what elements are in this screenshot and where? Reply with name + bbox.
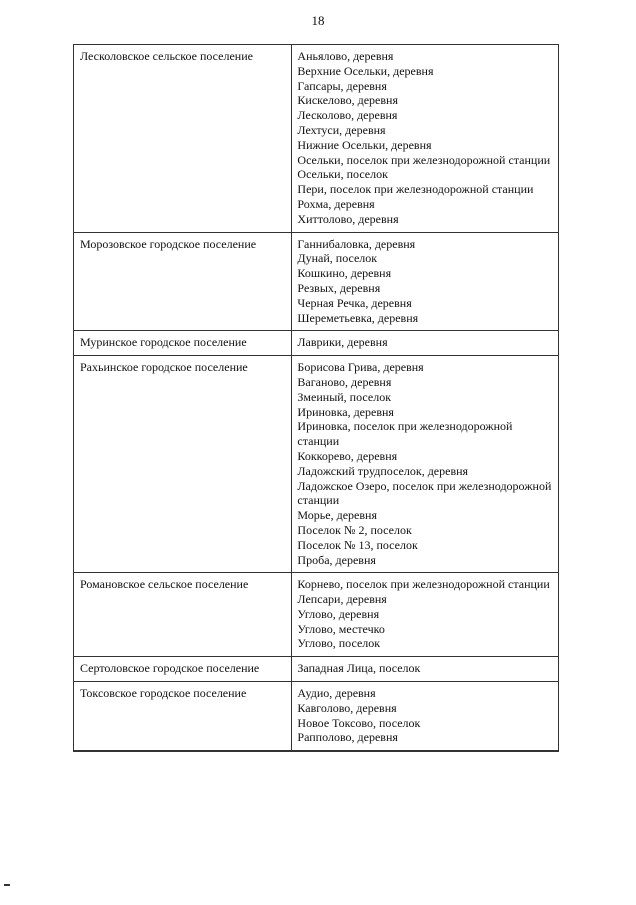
locality-item: Кавголово, деревня bbox=[297, 700, 397, 715]
settlement-name: Муринское городское поселение bbox=[74, 331, 292, 356]
locality-item: Борисова Грива, деревня bbox=[297, 360, 424, 375]
locality-item: Углово, местечко bbox=[297, 621, 385, 636]
locality-item: Лесколово, деревня bbox=[297, 108, 398, 123]
table-row bbox=[74, 331, 559, 356]
settlement-name: Рахьинское городское поселение bbox=[74, 356, 292, 573]
table-row bbox=[74, 356, 559, 573]
localities-cell bbox=[292, 45, 559, 233]
table-row bbox=[74, 45, 559, 233]
locality-item: Нижние Осельки, деревня bbox=[297, 137, 432, 152]
locality-item: Рохма, деревня bbox=[297, 196, 375, 211]
locality-item: Гапсары, деревня bbox=[297, 78, 387, 93]
locality-item: Поселок № 13, поселок bbox=[297, 537, 418, 552]
locality-item: Ладожский трудпоселок, деревня bbox=[297, 463, 469, 478]
locality-item: Морье, деревня bbox=[297, 508, 377, 523]
locality-item: Ганнибаловка, деревня bbox=[297, 236, 416, 251]
locality-item: Хиттолово, деревня bbox=[297, 211, 399, 226]
settlement-name: Лесколовское сельское поселение bbox=[74, 45, 292, 233]
localities-cell bbox=[292, 331, 559, 356]
settlement-name: Токсовское городское поселение bbox=[74, 682, 292, 752]
locality-item: Аньялово, деревня bbox=[297, 49, 394, 63]
locality-item: Верхние Осельки, деревня bbox=[297, 63, 434, 78]
settlement-name: Романовское сельское поселение bbox=[74, 573, 292, 657]
locality-item: Осельки, поселок bbox=[297, 167, 388, 182]
locality-item: Змеиный, поселок bbox=[297, 389, 392, 404]
page-number: 18 bbox=[311, 13, 325, 28]
localities-cell bbox=[292, 657, 559, 682]
localities-cell bbox=[292, 573, 559, 657]
table-row bbox=[74, 232, 559, 331]
locality-item: Новое Токсово, поселок bbox=[297, 715, 421, 730]
locality-item: Ладожское Озеро, поселок при железнодорожной станции bbox=[297, 478, 552, 508]
locality-item: Рапполово, деревня bbox=[297, 730, 398, 745]
locality-item: Ваганово, деревня bbox=[297, 374, 392, 389]
locality-item: Дунай, поселок bbox=[297, 251, 378, 266]
margin-mark bbox=[4, 884, 10, 886]
table-row bbox=[74, 682, 559, 752]
settlements-table bbox=[73, 44, 559, 752]
settlement-name: Сертоловское городское поселение bbox=[74, 657, 292, 682]
locality-item: Проба, деревня bbox=[297, 552, 376, 567]
table-row bbox=[74, 573, 559, 657]
locality-item: Лаврики, деревня bbox=[297, 335, 388, 350]
locality-item: Лепсари, деревня bbox=[297, 592, 387, 607]
locality-item: Черная Речка, деревня bbox=[297, 295, 412, 310]
settlement-name: Морозовское городское поселение bbox=[74, 232, 292, 331]
table-body bbox=[74, 45, 559, 752]
locality-item: Углово, поселок bbox=[297, 636, 381, 651]
locality-item: Лехтуси, деревня bbox=[297, 122, 386, 137]
locality-item: Ириновка, деревня bbox=[297, 404, 394, 419]
locality-item: Корнево, поселок при железнодорожной станции bbox=[297, 577, 550, 592]
locality-item: Осельки, поселок при железнодорожной станции bbox=[297, 152, 551, 167]
locality-item: Коккорево, деревня bbox=[297, 448, 398, 463]
locality-item: Углово, деревня bbox=[297, 606, 380, 621]
locality-item: Аудио, деревня bbox=[297, 686, 376, 701]
locality-item: Пери, поселок при железнодорожной станции bbox=[297, 182, 534, 197]
locality-item: Кошкино, деревня bbox=[297, 266, 392, 281]
locality-item: Поселок № 2, поселок bbox=[297, 522, 412, 537]
locality-item: Кискелово, деревня bbox=[297, 93, 398, 108]
localities-cell bbox=[292, 356, 559, 573]
locality-item: Резвых, деревня bbox=[297, 280, 381, 295]
localities-cell bbox=[292, 232, 559, 331]
locality-item: Ириновка, поселок при железнодорожной станции bbox=[297, 419, 513, 449]
localities-cell bbox=[292, 682, 559, 752]
locality-item: Шереметьевка, деревня bbox=[297, 310, 419, 325]
locality-item: Западная Лица, поселок bbox=[297, 661, 421, 676]
table-row bbox=[74, 657, 559, 682]
